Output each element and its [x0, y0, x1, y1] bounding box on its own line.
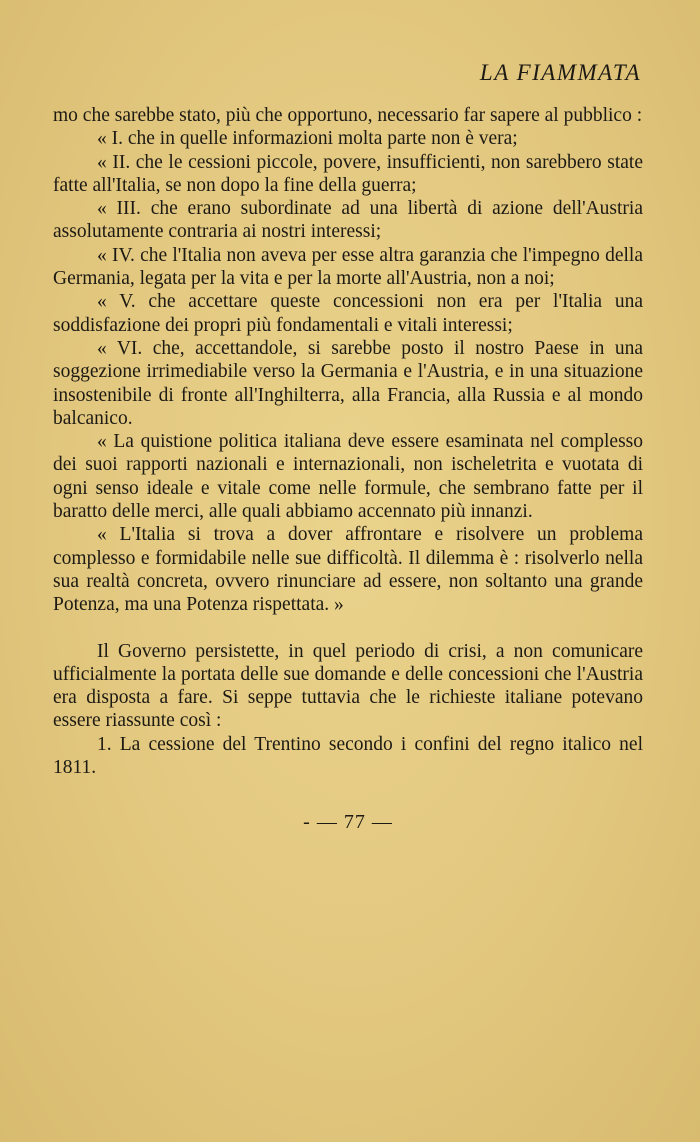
body-text: [53, 104, 643, 779]
paragraph: « II. che le cessioni piccole, povere, insufficienti, non sarebbero state fatte all'Italia, se non dopo la fine della guerra;: [53, 151, 643, 196]
paragraph: « I. che in quelle informazioni molta parte non è vera;: [97, 128, 518, 150]
page-number: - — 77 —: [303, 811, 393, 834]
paragraph: « III. che erano subordinate ad una libertà di azione dell'Austria assolutamente contraria ai nostri interessi;: [53, 198, 643, 243]
paragraph: mo che sarebbe stato, più che opportuno, necessario far sapere al pubblico :: [53, 105, 643, 126]
paragraph: 1. La cessione del Trentino secondo i confini del regno italico nel 1811.: [53, 733, 643, 779]
paragraph: « La quistione politica italiana deve essere esaminata nel complesso dei suoi rapporti nazionali e internazionali, non ischeletrita e vuotata di ogni senso ideale e vitale come nelle formule, che sembrano fatte per il baratto delle merci, alle quali abbiamo accennato più innanzi.: [53, 431, 643, 523]
paragraph: « V. che accettare queste concessioni non era per l'Italia una soddisfazione dei propri più fondamentali e vitali interessi;: [53, 291, 643, 336]
paragraph: « IV. che l'Italia non aveva per esse altra garanzia che l'impegno della Germania, legata per la vita e per la morte all'Austria, non a noi;: [53, 244, 643, 290]
paragraph: Il Governo persistette, in quel periodo di crisi, a non comunicare ufficialmente la portata delle sue domande e delle concessioni che l'Austria era disposta a fare. Si seppe tuttavia che le richieste italiane potevano essere riassunte così :: [53, 640, 643, 732]
paragraph: « VI. che, accettandole, si sarebbe posto il nostro Paese in una soggezione irrimediabile verso la Germania e l'Austria, e in una situazione insostenibile di fronte all'Inghilterra, alla Francia, alla Russia e al mondo balcanico.: [53, 337, 643, 429]
running-title: LA FIAMMATA: [479, 60, 641, 85]
paragraph: « L'Italia si trova a dover affrontare e risolvere un problema complesso e formidabile nelle sue difficoltà. Il dilemma è : risolverlo nella sua realtà concreta, ovvero rinunciare ad essere, non soltanto una grande Potenza, ma una Potenza rispettata. »: [53, 524, 643, 616]
book-page: [53, 60, 643, 834]
